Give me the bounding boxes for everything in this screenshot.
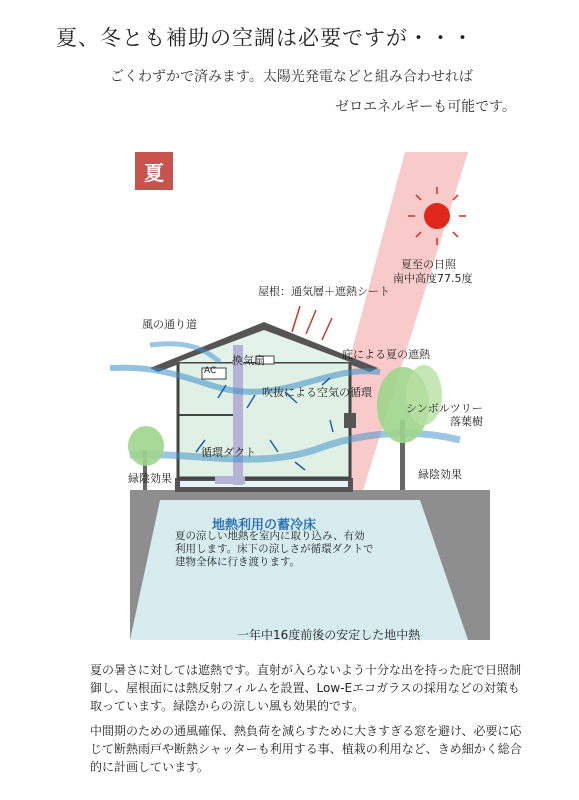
storage-floor-title: 地熱利用の蓄冷床 — [212, 518, 317, 533]
subtitle-line-1: ごくわずかで済みます。太陽光発電などと組み合わせれば — [110, 69, 473, 85]
wind-label: 風の通り道 — [142, 318, 197, 331]
sun-label-1: 夏至の日照 — [401, 258, 456, 271]
roof-label: 屋根：通気層＋遮熱シート — [258, 285, 390, 298]
shade-label-right: 緑陰効果 — [418, 468, 462, 481]
ac-label: AC — [204, 366, 217, 376]
storage-floor-desc: 夏の涼しい地熱を室内に取り込み、有効利用します。床下の涼しさが循環ダクトで建物全体に行き渡ります。 — [175, 530, 374, 568]
duct-label: 循環ダクト — [201, 446, 256, 459]
body-paragraph-2: 中間期のための通風確保、熱負荷を減らすために大きすぎる窓を避け、必要に応じて断熱雨戸や断熱シャッターも利用する事、植栽の利用など、きめ細かく総合的に計画しています。 — [90, 724, 522, 774]
tree-label-2: 落葉樹 — [450, 415, 483, 428]
tree-label-1: シンボルツリー — [406, 402, 483, 415]
sun-label-2: 南中高度77.5度 — [393, 272, 473, 285]
atrium-label: 吹抜による空気の循環 — [262, 386, 372, 399]
subtitle-line-2: ゼロエネルギーも可能です。 — [335, 99, 516, 115]
fan-label: 換気扇 — [232, 354, 265, 367]
shade-label-left: 緑陰効果 — [128, 472, 172, 485]
ground-heat-note: 一年中16度前後の安定した地中熱 — [237, 628, 421, 642]
eave — [344, 413, 356, 428]
eave-label: 庇による夏の遮熱 — [342, 348, 430, 361]
roof-heat-arrows — [292, 306, 332, 340]
page-title: 夏、冬とも補助の空調は必要ですが・・・ — [56, 26, 474, 50]
season-badge: 夏 — [135, 152, 173, 190]
body-paragraph-1: 夏の暑さに対しては遮熱です。直射が入らないよう十分な出を持った庇で日照制御し、屋根面には熱反射フィルムを設置、Low-Eエコガラスの採用などの対策も取っています。緑陰からの涼しい風も効果的です。 — [90, 663, 522, 713]
